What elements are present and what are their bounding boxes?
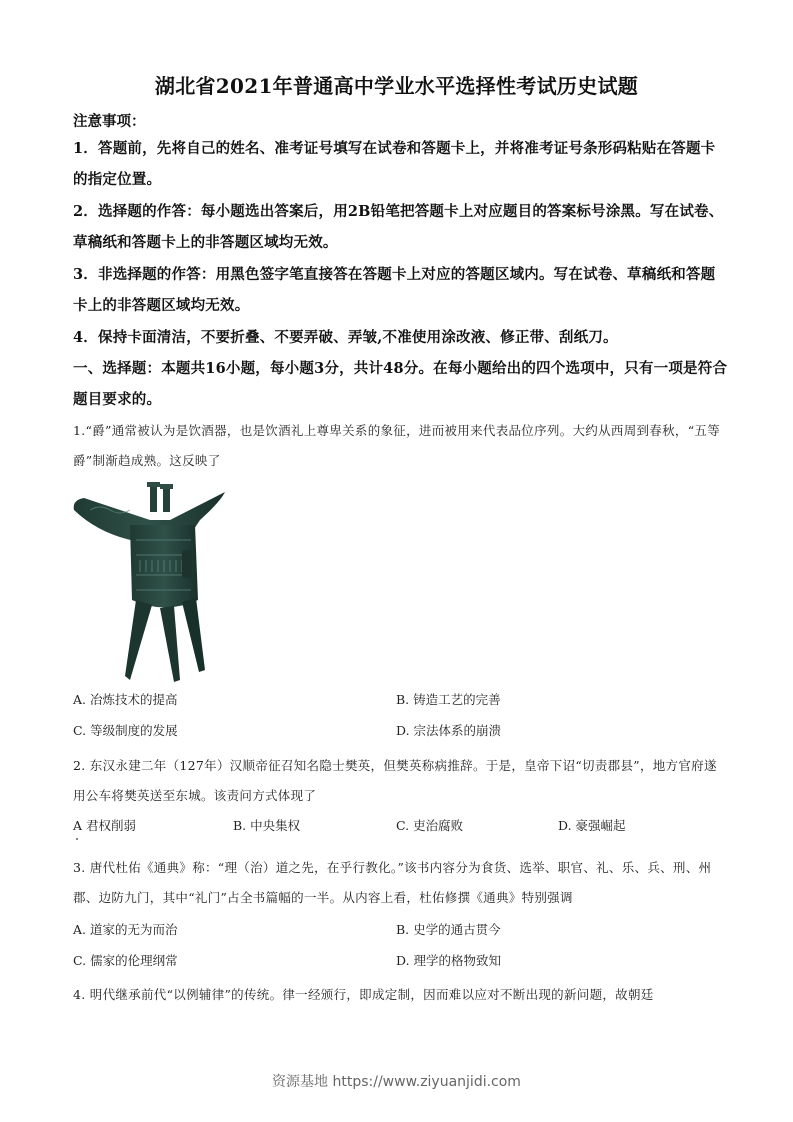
option-d[interactable]: D. 理学的格物致知 [396, 953, 502, 968]
footer-watermark: 资源基地 https://www.ziyuanjidi.com [272, 1074, 521, 1090]
question-3-options-row-2 [73, 951, 728, 973]
note-1: 1．答题前，先将自己的姓名、准考证号填写在试卷和答题卡上，并将准考证号条形码粘贴在答题卡的指定位置。 [73, 140, 716, 188]
option-b[interactable]: B. 史学的通古贯今 [396, 922, 501, 937]
question-4-stem: 4. 明代继承前代“以例辅律”的传统。律一经颁行，即成定制，因而难以应对不断出现的新问题，故朝廷 [73, 987, 654, 1002]
option-a[interactable]: A. 冶炼技术的提高 [73, 692, 178, 707]
option-d[interactable]: D. 豪强崛起 [558, 818, 626, 833]
bronze-jue-vessel-image [70, 480, 230, 685]
note-3: 3．非选择题的作答：用黑色签字笔直接答在答题卡上对应的答题区域内。写在试卷、草稿纸和答题卡上的非答题区域均无效。 [73, 266, 716, 314]
question-3-stem: 3. 唐代杜佑《通典》称：“理（治）道之先，在乎行教化。”该书内容分为食货、选举、职官、礼、乐、兵、刑、州郡、边防九门，其中“礼门”占全书篇幅的一半。从内容上看，杜佑修撰《通典》特别强调 [73, 860, 712, 905]
option-a[interactable]: A. 道家的无为而治 [73, 922, 178, 937]
option-a[interactable]: A 君权削弱 [73, 818, 137, 833]
option-b[interactable]: B. 中央集权 [233, 818, 301, 833]
question-1-options-row-2 [73, 721, 728, 743]
question-1-options-row-1 [73, 690, 728, 712]
note-4: 4．保持卡面清洁，不要折叠、不要弄破、弄皱,不准使用涂改液、修正带、刮纸刀。 [73, 329, 618, 346]
option-d[interactable]: D. 宗法体系的崩溃 [396, 723, 502, 738]
option-c[interactable]: C. 吏治腐败 [396, 818, 464, 833]
note-2: 2．选择题的作答：每小题选出答案后，用2B铅笔把答题卡上对应题目的答案标号涂黑。写在试卷、草稿纸和答题卡上的非答题区域均无效。 [73, 203, 724, 251]
option-c[interactable]: C. 儒家的伦理纲常 [73, 953, 178, 968]
question-2-stem: 2. 东汉永建二年（127年）汉顺帝征召知名隐士樊英，但樊英称病推辞。于是，皇帝下诏“切责郡县”，地方官府遂用公车将樊英送至东城。该责问方式体现了 [73, 758, 717, 803]
option-c[interactable]: C. 等级制度的发展 [73, 723, 178, 738]
section-heading: 一、选择题：本题共16小题，每小题3分，共计48分。在每小题给出的四个选项中，只有一项是符合题目要求的。 [73, 360, 728, 408]
option-b[interactable]: B. 铸造工艺的完善 [396, 692, 501, 707]
question-3-options-row-1 [73, 920, 728, 942]
page-title: 湖北省2021年普通高中学业水平选择性考试历史试题 [154, 74, 639, 98]
stray-mark [76, 838, 78, 840]
question-2-options-row [73, 816, 728, 838]
notes-heading: 注意事项： [73, 113, 146, 130]
question-1-stem: 1.“爵”通常被认为是饮酒器，也是饮酒礼上尊卑关系的象征，进而被用来代表品位序列。大约从西周到春秋，“五等爵”制渐趋成熟。这反映了 [73, 423, 720, 468]
